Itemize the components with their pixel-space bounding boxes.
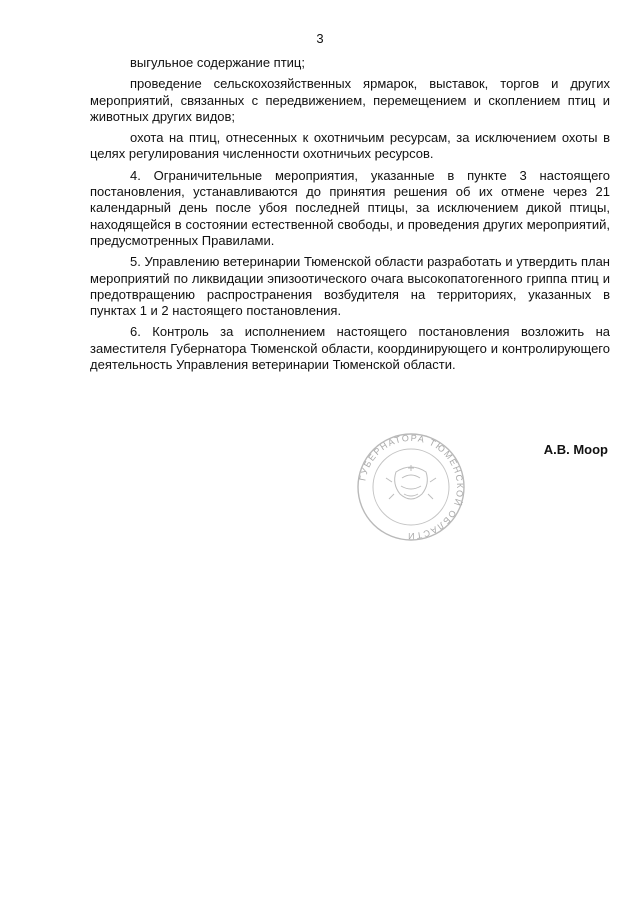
paragraph-fairs-ban: проведение сельскохозяйственных ярмарок, выставок, торгов и других мероприятий, связанных с передвижением, перемещением и скоплением птиц и животных других видов; — [90, 76, 610, 124]
paragraph-hunting-ban: охота на птиц, отнесенных к охотничьим ресурсам, за исключением охоты в целях регулирования численности охотничьих ресурсов. — [90, 130, 610, 162]
paragraph-item-5: 5. Управлению ветеринарии Тюменской области разработать и утвердить план мероприятий по ликвидации эпизоотического очага высокопатогенного гриппа птиц и предотвращению распространения возбудителя на территориях, указанных в пунктах 1 и 2 настоящего постановления. — [90, 254, 610, 319]
official-seal-stamp — [352, 432, 470, 542]
signatory-name: А.В. Моор — [543, 442, 608, 457]
document-body — [90, 55, 610, 378]
paragraph-poultry-keeping: выгульное содержание птиц; — [130, 55, 305, 70]
paragraph-item-6: 6. Контроль за исполнением настоящего постановления возложить на заместителя Губернатора Тюменской области, координирующего и контролирующего деятельность Управления ветеринарии Тюменской области. — [90, 324, 610, 373]
page-number: 3 — [316, 31, 324, 46]
svg-text:ГУБЕРНАТОРА ТЮМЕНСКОЙ ОБЛАСТИ: ГУБЕРНАТОРА ТЮМЕНСКОЙ ОБЛАСТИ — [357, 432, 466, 542]
paragraph-item-4: 4. Ограничительные мероприятия, указанные в пункте 3 настоящего постановления, устанавливаются до принятия решения об их отмене через 21 календарный день после убоя последней птицы, за исключением дикой птицы, находящейся в состоянии естественной свободы, и проведения других мероприятий, предусмотренных Правилами. — [90, 167, 610, 248]
